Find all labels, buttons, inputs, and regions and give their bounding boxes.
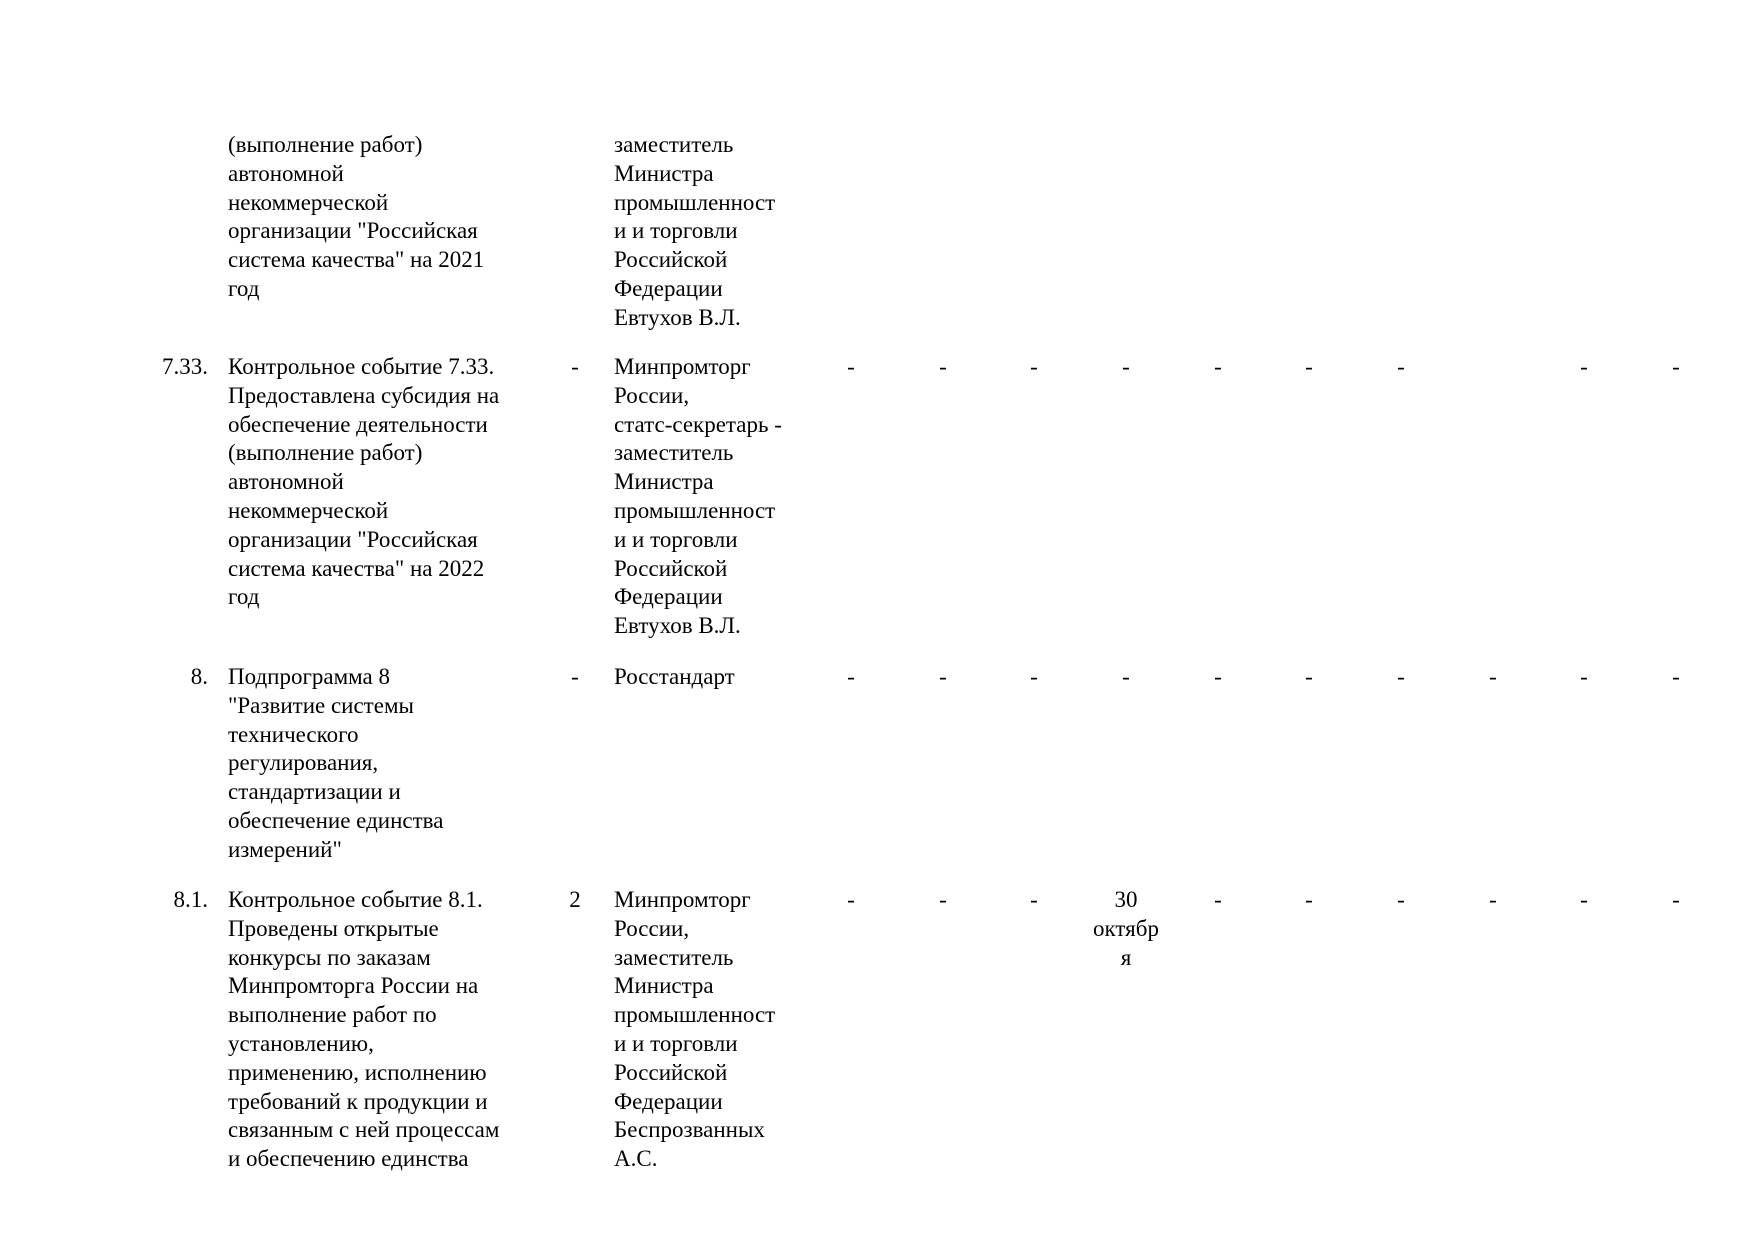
responsible: Минпромторг России, заместитель Министра промышленност и и торговли Российской Федерации Беспрозванных А.С. bbox=[614, 887, 776, 1172]
date-cell-october: 30 октябр я bbox=[1093, 887, 1159, 970]
row-number: 8. bbox=[190, 664, 208, 689]
row-number: 7.33. bbox=[162, 354, 208, 379]
date-cell: - bbox=[1489, 887, 1497, 912]
date-cell: - bbox=[1305, 354, 1313, 379]
date-cell: - bbox=[939, 664, 947, 689]
date-cell: - bbox=[847, 887, 855, 912]
date-cell: - bbox=[1122, 354, 1130, 379]
event-name: Контрольное событие 8.1. Проведены открытые конкурсы по заказам Минпромторга России на выполнение работ по установлению, применению, исполнению требований к продукции и связанным с ней процессам и обеспечению единства bbox=[228, 887, 500, 1172]
date-cell: - bbox=[1397, 354, 1405, 379]
date-cell: - bbox=[1214, 664, 1222, 689]
responsible: заместитель Министра промышленност и и торговли Российской Федерации Евтухов В.Л. bbox=[614, 132, 776, 330]
date-cell: - bbox=[1580, 664, 1588, 689]
event-name: Подпрограмма 8 "Развитие системы технического регулирования, стандартизации и обеспечение единства измерений" bbox=[228, 664, 444, 862]
date-cell: - bbox=[1672, 664, 1680, 689]
date-cell: - bbox=[939, 354, 947, 379]
event-name: Контрольное событие 7.33. Предоставлена субсидия на обеспечение деятельности (выполнение работ) автономной некоммерческой организации "Российская система качества" на 2022 год bbox=[228, 354, 500, 610]
event-name: (выполнение работ) автономной некоммерческой организации "Российская система качества" на 2021 год bbox=[228, 132, 485, 301]
col3-value: 2 bbox=[569, 887, 581, 912]
date-cell: - bbox=[847, 354, 855, 379]
date-cell: - bbox=[1580, 354, 1588, 379]
date-cell: - bbox=[1214, 887, 1222, 912]
date-cell: - bbox=[1672, 887, 1680, 912]
date-cell: - bbox=[1397, 887, 1405, 912]
date-cell: - bbox=[1580, 887, 1588, 912]
date-cell: - bbox=[1305, 664, 1313, 689]
date-cell: - bbox=[1397, 664, 1405, 689]
date-cell: - bbox=[847, 664, 855, 689]
date-cell: - bbox=[939, 887, 947, 912]
col3-value: - bbox=[571, 664, 579, 689]
date-cell: - bbox=[1030, 354, 1038, 379]
date-cell: - bbox=[1122, 664, 1130, 689]
date-cell: - bbox=[1030, 887, 1038, 912]
date-cell: - bbox=[1672, 354, 1680, 379]
date-cell: - bbox=[1214, 354, 1222, 379]
date-cell: - bbox=[1489, 664, 1497, 689]
responsible: Минпромторг России, статс-секретарь - заместитель Министра промышленност и и торговли Российской Федерации Евтухов В.Л. bbox=[614, 354, 782, 639]
row-number: 8.1. bbox=[173, 887, 208, 912]
date-cell: - bbox=[1030, 664, 1038, 689]
date-cell: - bbox=[1305, 887, 1313, 912]
responsible: Росстандарт bbox=[614, 664, 735, 689]
col3-value: - bbox=[571, 354, 579, 379]
